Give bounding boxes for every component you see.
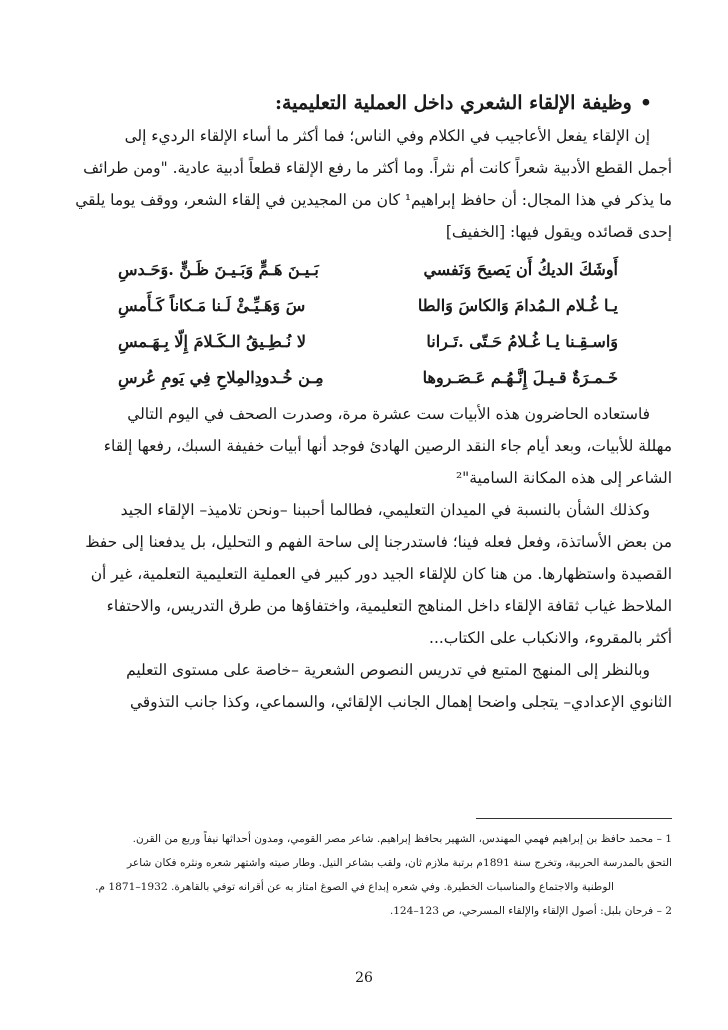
text-line: ما يذكر في هذا المجال: أن حافظ إبراهيم¹ كان من المجيدين في إلقاء الشعر، ووقف يوما يلقي (75, 191, 672, 209)
text-line: وبالنظر إلى المنهج المتبع في تدريس النصوص الشعرية –خاصة على مستوى التعليم (126, 661, 650, 679)
paragraph-2 (60, 398, 672, 494)
text-line: الملاحظ غياب ثقافة الإلقاء داخل المناهج التعليمية، واختفاؤها من طرق التدريس، والاحتفاء (106, 597, 672, 615)
footnote-1-continued: التحق بالمدرسة الحربية، وتخرج سنة 1891م برتبة ملازم ثان، ولقب بشاعر النيل. وطار صيته واشتهر شعره ونثره فكان شاعر (127, 857, 672, 869)
text-line: الثانوي الإعدادي– يتجلى واضحا إهمال الجانب الإلقائي، والسماعي، وكذا جانب التذوقي (129, 693, 672, 711)
verse-first-hemistich: أَوشَكَ الديكُ أَن يَصيحَ وَنَفسي (423, 260, 618, 279)
page-number: 26 (355, 970, 373, 986)
poem-verse (60, 360, 672, 396)
footnote-1-continued: الوطنية والاجتماع والمناسبات الخطيرة. وفي شعره إبداع في الصوغ امتاز به عن أقرانه توفي بالقاهرة. 1932–1871 م. (95, 881, 614, 893)
verse-second-hemistich: بَـيـنَ هَـمٍّ وَبَـيـنَ ظَـنٍّ .وَحَـدسِ (118, 260, 319, 279)
text-line: فاستعاده الحاضرون هذه الأبيات ست عشرة مرة، وصدرت الصحف في اليوم التالي (127, 405, 650, 423)
text-line: الشاعر إلى هذه المكانة السامية"² (455, 469, 672, 487)
section-heading (60, 88, 672, 118)
footnote-2: 2 – فرحان بلبل: أصول الإلقاء والإلقاء المسرحي، ص 123–124. (389, 905, 672, 917)
text-line: من بعض الأساتذة، وفعل فعله فينا؛ فاستدرجنا إلى ساحة الفهم و التحليل، بل يدفعنا إلى حفظ (85, 533, 672, 551)
footnotes (60, 818, 672, 923)
verse-first-hemistich: وَاسـقِـنا يـا غُـلامُ حَـتّى .تَـرانا (426, 332, 618, 351)
verse-second-hemistich: مِـن خُـدودِالمِلاحِ فِي يَومِ عُرسِ (118, 368, 324, 387)
paragraph-1 (60, 120, 672, 248)
text-line: مهللة للأبيات، وبعد أيام جاء النقد الرصين الهادئ فوجد أنها أبيات خفيفة السبك، رفعها إلقاء (103, 437, 672, 455)
bullet-icon: • (639, 92, 652, 114)
paragraph-4 (60, 654, 672, 718)
page-body (60, 88, 672, 718)
text-line: وكذلك الشأن بالنسبة في الميدان التعليمي، فطالما أحببنا –ونحن تلاميذ– الإلقاء الجيد (120, 501, 650, 519)
text-line: أجمل القطع الأدبية شعراً كانت أم نثراً. وما أكثر ما رفع الإلقاء قطعاً أدبية عادية. "ومن طرائف (83, 159, 672, 177)
paragraph-3 (60, 494, 672, 654)
footnote-divider (476, 818, 672, 819)
footnote-1: 1 – محمد حافظ بن إبراهيم فهمي المهندس، الشهير بحافظ إبراهيم. شاعر مصر القومي، ومدون أحداثها نيفاً وربع من القرن. (132, 833, 672, 845)
poem-verse (60, 324, 672, 360)
text-line: القصيدة واستظهارها. من هنا كان للإلقاء الجيد دور كبير في العملية التعليمية التعلمية، غير أن (90, 565, 672, 583)
text-line: إحدى قصائده ويقول فيها: [الخفيف] (445, 223, 672, 241)
section-heading-text: وظيفة الإلقاء الشعري داخل العملية التعليمية: (274, 92, 632, 114)
verse-second-hemistich: سَ وَهَـيِّـئْ لَـنا مَـكاناً كَـأَمسِ (118, 296, 306, 315)
poem-verse (60, 252, 672, 288)
poem-block (60, 252, 672, 396)
verse-first-hemistich: خَـمـرَةٌ قـيـلَ إِنَّـهُـم عَـصَـروها (422, 368, 618, 387)
text-line: أكثر بالمقروء، والانكباب على الكتاب... (429, 629, 672, 647)
text-line: إن الإلقاء يفعل الأعاجيب في الكلام وفي الناس؛ فما أكثر ما أساء الإلقاء الرديء إلى (124, 127, 650, 145)
verse-second-hemistich: لا نُـطِـيقُ الـكَـلامَ إِلّا بِـهَـمسِ (118, 332, 306, 351)
poem-verse (60, 288, 672, 324)
verse-first-hemistich: يـا غُـلام الـمُدامَ وَالكاسَ وَالطا (417, 296, 618, 315)
